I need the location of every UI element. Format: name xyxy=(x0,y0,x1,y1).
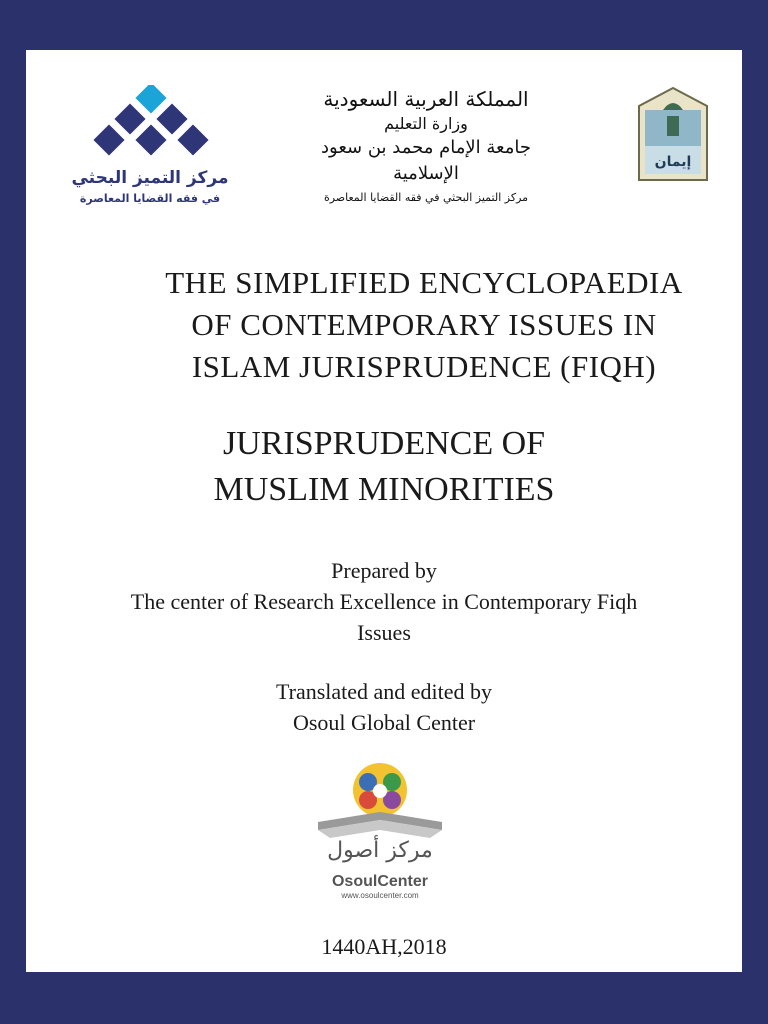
research-center-logo xyxy=(70,85,230,215)
prepared-by-label: Prepared by xyxy=(331,558,437,583)
sub-title-line-2: MUSLIM MINORITIES xyxy=(213,471,555,508)
university-emblem-text: إيمان xyxy=(654,154,692,170)
osoul-arabic-name: مركز أصول xyxy=(327,838,433,863)
ministry-line: وزارة التعليم xyxy=(384,114,468,133)
kingdom-line: المملكة العربية السعودية xyxy=(323,87,529,111)
main-title-line-2: OF CONTEMPORARY ISSUES IN xyxy=(191,307,657,342)
main-title-line-3: ISLAM JURISPRUDENCE (FIQH) xyxy=(191,349,657,384)
sub-title-line-1: JURISPRUDENCE OF xyxy=(222,425,546,462)
research-center-line: مركز التميز البحثي في فقه القضايا المعاصرة xyxy=(323,191,529,204)
translated-by-block xyxy=(0,676,768,738)
diamond-squares-icon xyxy=(70,85,230,165)
translated-by-label: Translated and edited by xyxy=(275,679,493,704)
university-emblem-icon xyxy=(637,86,709,182)
sub-title xyxy=(0,421,768,513)
prepared-by-block xyxy=(0,555,768,648)
preparer-line-2: Issues xyxy=(357,620,411,645)
main-title xyxy=(40,262,768,388)
preparer-line-1: The center of Research Excellence in Contemporary Fiqh xyxy=(130,589,638,614)
publication-date: 1440AH,2018 xyxy=(321,934,447,959)
research-center-arabic-subtitle: في فقه القضايا المعاصرة xyxy=(79,192,221,205)
translator-name: Osoul Global Center xyxy=(292,710,476,735)
university-line: جامعة الإمام محمد بن سعود الإسلامية xyxy=(321,137,531,184)
main-title-line-1: THE SIMPLIFIED ENCYCLOPAEDIA xyxy=(165,265,683,300)
osoul-english-name: OsoulCenter xyxy=(331,873,428,890)
osoul-url: www.osoulcenter.com xyxy=(341,891,419,900)
research-center-arabic-name: مركز التميز البحثي xyxy=(71,168,229,188)
university-header xyxy=(286,85,566,207)
